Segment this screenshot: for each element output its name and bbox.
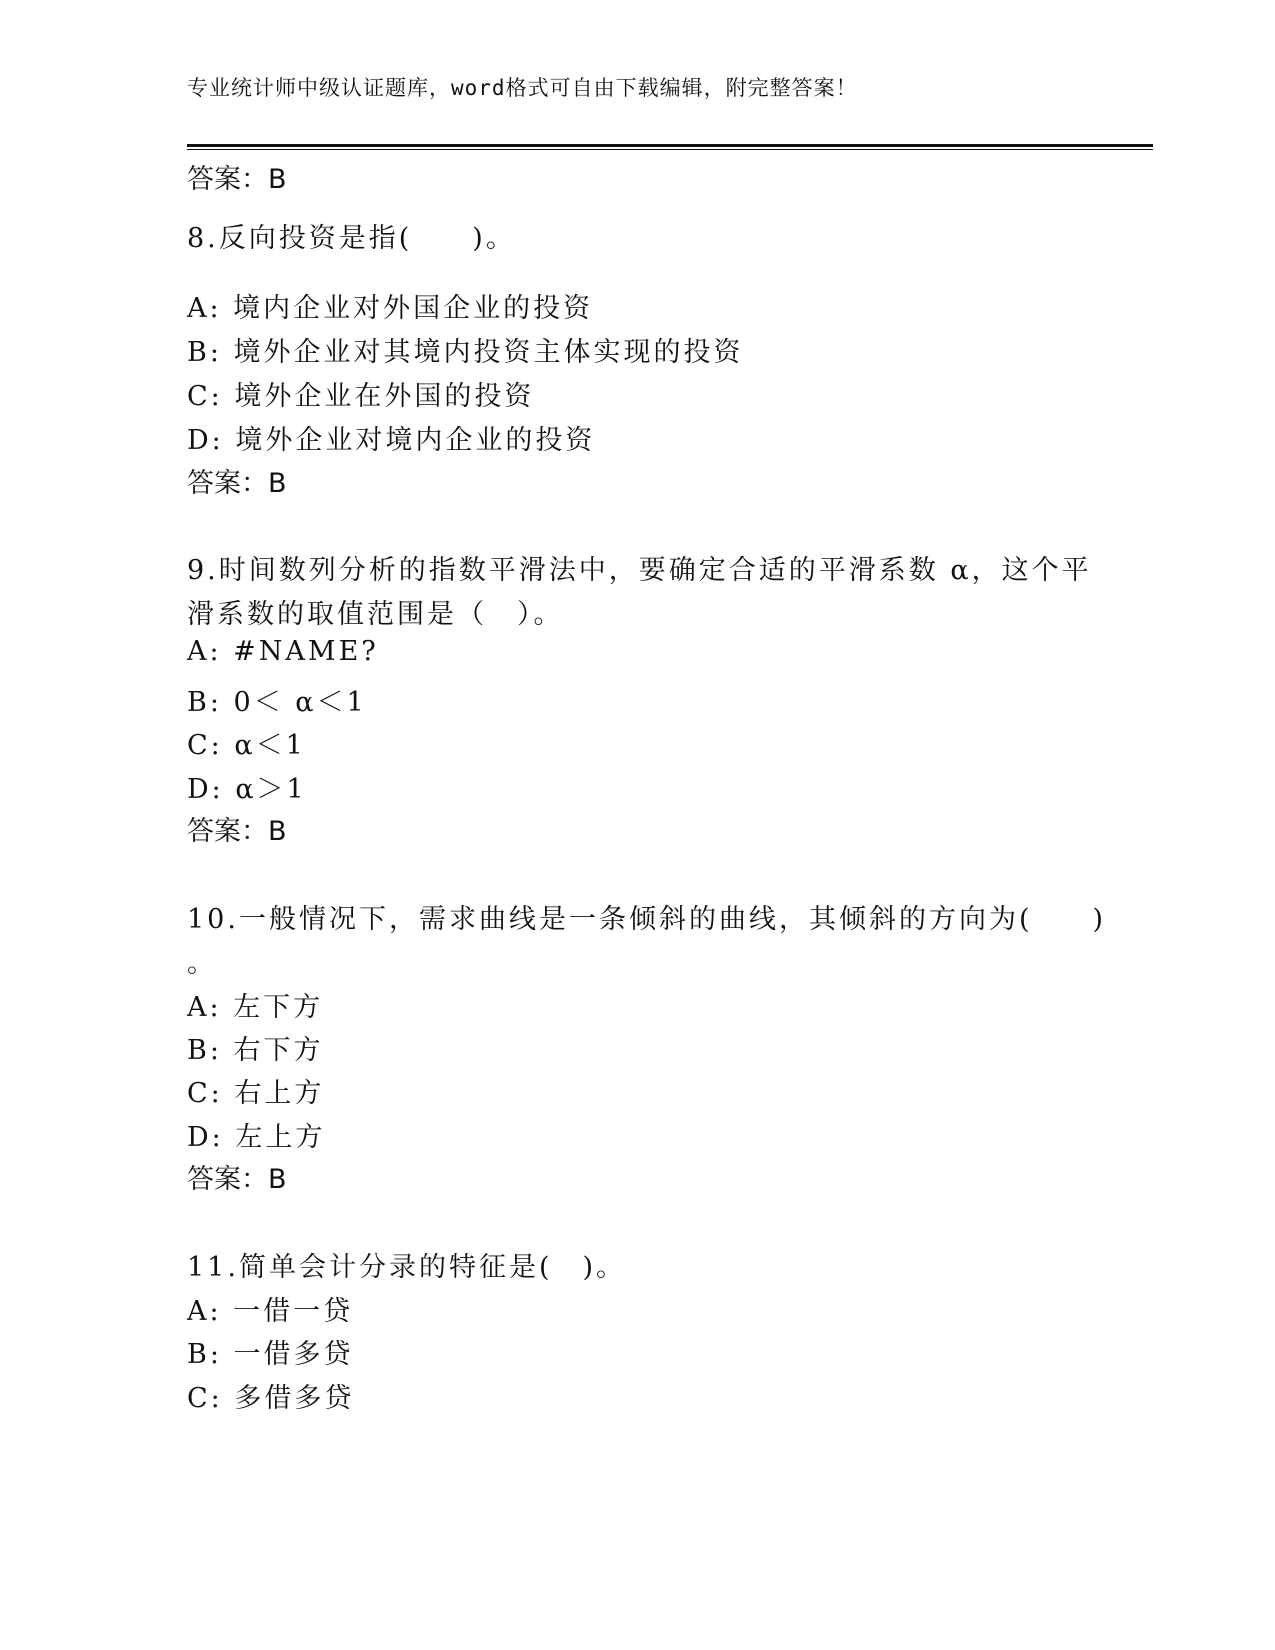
question-10-option-a: A: 左下方 [187, 992, 324, 1023]
question-11-option-b: B: 一借多贷 [187, 1339, 354, 1370]
question-9-option-d: D: α＞1 [187, 774, 307, 805]
question-8-answer: 答案：B [187, 468, 287, 499]
question-10-option-d: D: 左上方 [187, 1122, 326, 1153]
question-9-stem-line-2: 滑系数的取值范围是（ ）。 [187, 599, 564, 630]
question-9-option-c: C: α＜1 [187, 730, 306, 761]
header-rule-thick [187, 144, 1153, 147]
question-8-option-a: A: 境内企业对外国企业的投资 [187, 293, 594, 324]
page-header: 专业统计师中级认证题库，word格式可自由下载编辑，附完整答案！ [187, 76, 858, 100]
question-10-answer: 答案：B [187, 1164, 287, 1195]
question-9-option-b: B: 0＜ α＜1 [187, 687, 367, 718]
question-11-stem: 11.简单会计分录的特征是( )。 [187, 1252, 627, 1283]
question-10-option-b: B: 右下方 [187, 1035, 324, 1066]
header-rule-thin [187, 149, 1153, 150]
question-11-option-c: C: 多借多贷 [187, 1383, 355, 1414]
question-10-stem-line-2: 。 [187, 948, 217, 979]
question-10-stem-line-1: 10.一般情况下，需求曲线是一条倾斜的曲线，其倾斜的方向为( ) [187, 904, 1107, 935]
question-8-option-c: C: 境外企业在外国的投资 [187, 381, 535, 412]
question-9-option-a: A: #NAME? [187, 636, 379, 667]
question-8-option-d: D: 境外企业对境内企业的投资 [187, 425, 596, 456]
question-9-stem-line-1: 9.时间数列分析的指数平滑法中，要确定合适的平滑系数 α，这个平 [187, 555, 1092, 586]
question-10-option-c: C: 右上方 [187, 1078, 325, 1109]
question-8-option-b: B: 境外企业对其境内投资主体实现的投资 [187, 337, 744, 368]
question-11-option-a: A: 一借一贷 [187, 1296, 354, 1327]
answer-q7: 答案：B [187, 164, 287, 195]
question-8-stem: 8.反向投资是指( )。 [187, 223, 516, 254]
question-9-answer: 答案：B [187, 816, 287, 847]
